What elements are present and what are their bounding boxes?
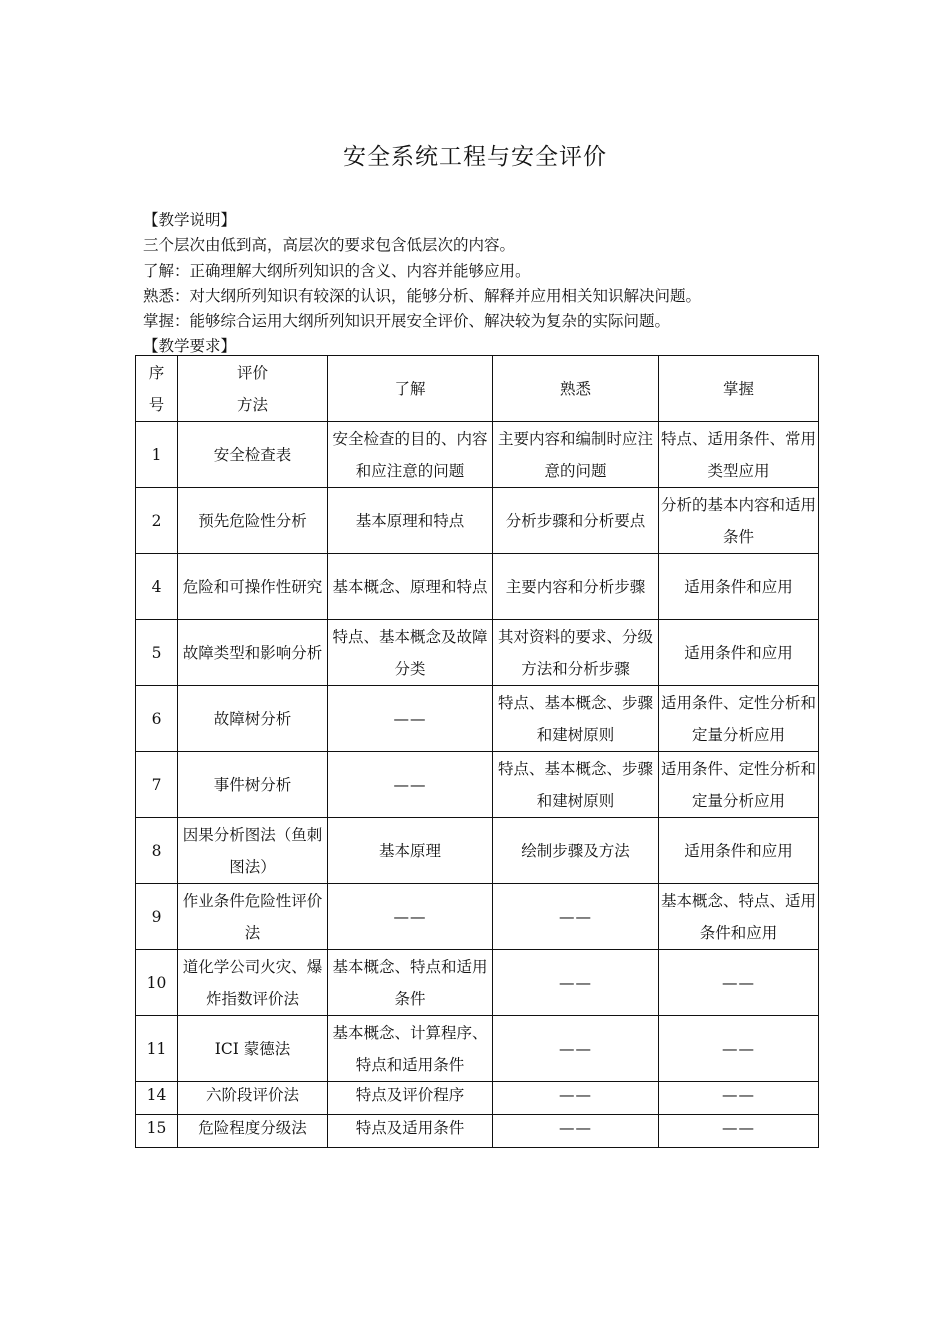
- cell-method: 作业条件危险性评价法: [178, 884, 328, 950]
- cell-familiar: ——: [493, 1016, 659, 1082]
- cell-no: 15: [136, 1115, 178, 1148]
- cell-no: 6: [136, 686, 178, 752]
- table-row: [136, 422, 819, 488]
- cell-understand: 基本概念、原理和特点: [328, 554, 493, 620]
- cell-familiar: 其对资料的要求、分级方法和分析步骤: [493, 620, 659, 686]
- cell-master: 适用条件、定性分析和定量分析应用: [659, 686, 819, 752]
- cell-familiar: 特点、基本概念、步骤和建树原则: [493, 752, 659, 818]
- intro-section: [143, 208, 701, 360]
- cell-method: 道化学公司火灾、爆炸指数评价法: [178, 950, 328, 1016]
- cell-method: 安全检查表: [178, 422, 328, 488]
- cell-no: 14: [136, 1082, 178, 1115]
- cell-understand: 基本原理: [328, 818, 493, 884]
- table-row: [136, 752, 819, 818]
- header-method-text: 方法: [236, 395, 268, 414]
- table-row: [136, 554, 819, 620]
- header-no-text: 号: [148, 395, 165, 414]
- requirements-table: [135, 355, 819, 1148]
- cell-method: 预先危险性分析: [178, 488, 328, 554]
- section-heading-require: 【教学要求】: [143, 337, 237, 356]
- cell-master: 适用条件和应用: [659, 620, 819, 686]
- cell-method: 事件树分析: [178, 752, 328, 818]
- cell-familiar: 主要内容和分析步骤: [493, 554, 659, 620]
- table-row: [136, 488, 819, 554]
- cell-no: 2: [136, 488, 178, 554]
- cell-understand: ——: [328, 686, 493, 752]
- cell-understand: 特点及评价程序: [328, 1082, 493, 1115]
- header-master: 掌握: [659, 356, 819, 422]
- table-row: [136, 950, 819, 1016]
- cell-master: 分析的基本内容和适用条件: [659, 488, 819, 554]
- cell-no: 4: [136, 554, 178, 620]
- page-title: 安全系统工程与安全评价: [343, 144, 607, 170]
- cell-master: 特点、适用条件、常用类型应用: [659, 422, 819, 488]
- cell-familiar: ——: [493, 950, 659, 1016]
- cell-method: 六阶段评价法: [178, 1082, 328, 1115]
- cell-master: ——: [659, 1082, 819, 1115]
- cell-master: ——: [659, 1115, 819, 1148]
- requirements-table-body: [136, 356, 819, 1148]
- cell-no: 5: [136, 620, 178, 686]
- intro-line: 熟悉：对大纲所列知识有较深的认识，能够分析、解释并应用相关知识解决问题。: [143, 286, 702, 305]
- cell-familiar: ——: [493, 1115, 659, 1148]
- cell-master: 适用条件和应用: [659, 554, 819, 620]
- cell-master: 适用条件和应用: [659, 818, 819, 884]
- cell-no: 11: [136, 1016, 178, 1082]
- intro-line: 了解：正确理解大纲所列知识的含义、内容并能够应用。: [143, 261, 531, 280]
- table-header-row: [136, 356, 819, 422]
- cell-master: 基本概念、特点、适用条件和应用: [659, 884, 819, 950]
- cell-familiar: 分析步骤和分析要点: [493, 488, 659, 554]
- table-row: [136, 620, 819, 686]
- intro-line: 三个层次由低到高，高层次的要求包含低层次的内容。: [143, 236, 516, 255]
- cell-method: 危险程度分级法: [178, 1115, 328, 1148]
- cell-no: 8: [136, 818, 178, 884]
- header-method: [178, 356, 328, 422]
- header-method-text: 评价: [236, 363, 268, 382]
- cell-familiar: 绘制步骤及方法: [493, 818, 659, 884]
- table-row: [136, 1082, 819, 1115]
- cell-understand: 特点、基本概念及故障分类: [328, 620, 493, 686]
- cell-method: 故障树分析: [178, 686, 328, 752]
- cell-method: 危险和可操作性研究: [178, 554, 328, 620]
- cell-understand: 基本概念、计算程序、特点和适用条件: [328, 1016, 493, 1082]
- header-understand: 了解: [328, 356, 493, 422]
- cell-understand: ——: [328, 752, 493, 818]
- cell-understand: 基本原理和特点: [328, 488, 493, 554]
- cell-familiar: ——: [493, 884, 659, 950]
- cell-method: 因果分析图法（鱼刺图法）: [178, 818, 328, 884]
- table-row: [136, 686, 819, 752]
- cell-understand: 特点及适用条件: [328, 1115, 493, 1148]
- cell-familiar: ——: [493, 1082, 659, 1115]
- header-no-text: 序: [148, 363, 165, 382]
- cell-understand: 基本概念、特点和适用条件: [328, 950, 493, 1016]
- table-row: [136, 1016, 819, 1082]
- table-row: [136, 884, 819, 950]
- cell-no: 7: [136, 752, 178, 818]
- cell-master: ——: [659, 950, 819, 1016]
- cell-master: 适用条件、定性分析和定量分析应用: [659, 752, 819, 818]
- cell-no: 1: [136, 422, 178, 488]
- intro-line: 掌握：能够综合运用大纲所列知识开展安全评价、解决较为复杂的实际问题。: [143, 312, 671, 331]
- table-row: [136, 1115, 819, 1148]
- header-familiar: 熟悉: [493, 356, 659, 422]
- cell-method: ICI 蒙德法: [178, 1016, 328, 1082]
- table-row: [136, 818, 819, 884]
- cell-understand: 安全检查的目的、内容和应注意的问题: [328, 422, 493, 488]
- cell-no: 9: [136, 884, 178, 950]
- header-no: [136, 356, 178, 422]
- cell-familiar: 主要内容和编制时应注意的问题: [493, 422, 659, 488]
- section-heading-explain: 【教学说明】: [143, 211, 237, 229]
- cell-no: 10: [136, 950, 178, 1016]
- cell-method: 故障类型和影响分析: [178, 620, 328, 686]
- cell-familiar: 特点、基本概念、步骤和建树原则: [493, 686, 659, 752]
- cell-master: ——: [659, 1016, 819, 1082]
- cell-understand: ——: [328, 884, 493, 950]
